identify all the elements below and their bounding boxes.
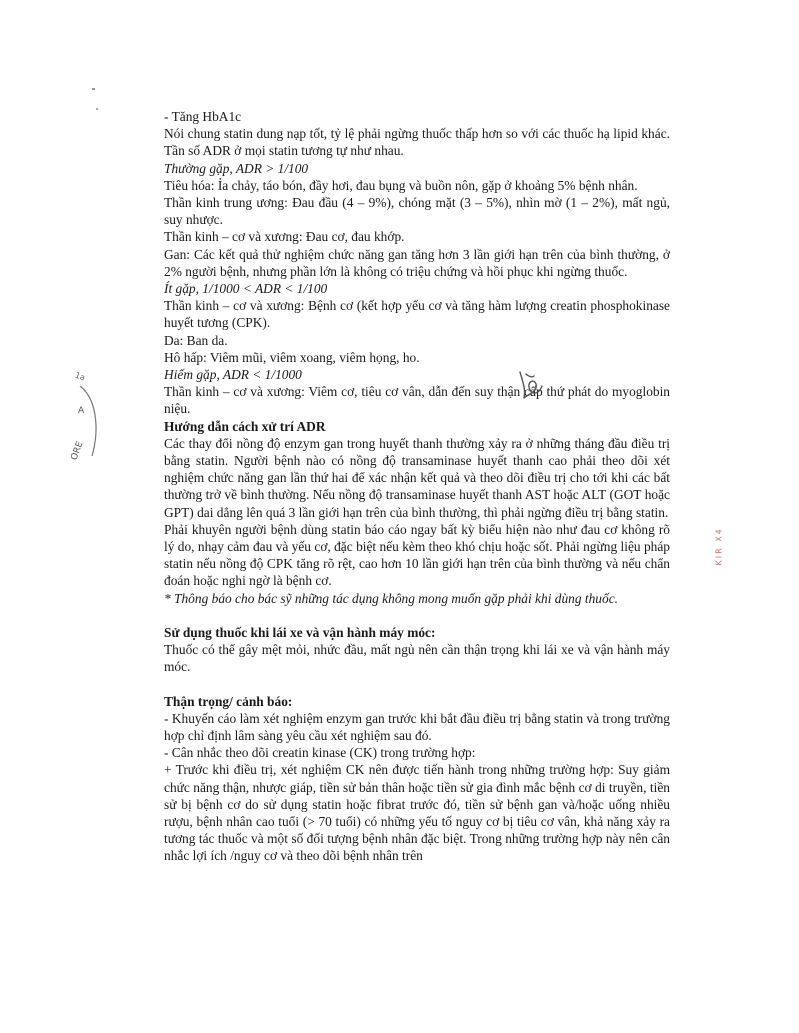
- enzyme-paragraph: Các thay đổi nồng độ enzym gan trong huyết thanh thường xảy ra ở những tháng đầu điều trị bằng statin. Người bệnh nào có nồng độ transaminase huyết thanh cao phải theo dõi xét nghiệm chức năng gan lần thứ hai để xác nhận kết quả và theo dõi điều trị cho tới khi các bất thường trở về bình thường. Nếu nồng độ transaminase huyết thanh AST hoặc ALT (GOT hoặc GPT) dai dẳng lên quá 3 lần giới hạn trên của bình thường, thì phải ngừng điều trị bằng statin.: [164, 435, 670, 520]
- rhabdomyolysis-paragraph: Thần kinh – cơ và xương: Viêm cơ, tiêu cơ vân, dẫn đến suy thận cấp thứ phát do myoglobin niệu.: [164, 384, 670, 417]
- scan-dot: [96, 108, 98, 110]
- advice-paragraph: Phải khuyên người bệnh dùng statin báo cáo ngay bất kỳ biểu hiện nào như đau cơ không rõ lý do, nhạy cảm đau và yếu cơ, đặc biệt nếu kèm theo khó chịu hoặc sốt. Phải ngừng liệu pháp statin nếu nồng độ CPK tăng rõ rệt, cao hơn 10 lần giới hạn trên của bình thường và nếu chẩn đoán hoặc nghi ngờ là bệnh cơ.: [164, 521, 670, 589]
- spacer: [164, 676, 670, 693]
- stamp-fragment-text: A: [78, 406, 85, 416]
- adr-management-heading: Hướng dẫn cách xử trí ADR: [164, 418, 326, 434]
- musculoskeletal-paragraph: Thần kinh – cơ và xương: Đau cơ, đau khớp.: [164, 229, 405, 245]
- rare-adr-heading: Hiếm gặp, ADR < 1/1000: [164, 367, 302, 383]
- spacer: [164, 607, 670, 624]
- driving-paragraph: Thuốc có thể gây mệt mỏi, nhức đầu, mất ngủ nên cần thận trọng khi lái xe và vận hành máy móc.: [164, 642, 670, 675]
- common-adr-heading: Thường gặp, ADR > 1/100: [164, 160, 309, 176]
- document-body: [164, 108, 670, 865]
- tolerance-paragraph: Nói chung statin dung nạp tốt, tỷ lệ phải ngừng thuốc thấp hơn so với các thuốc hạ lipid khác. Tần số ADR ở mọi statin tương tự như nhau.: [164, 126, 670, 159]
- ck-monitoring-paragraph: - Cân nhắc theo dõi creatin kinase (CK) trong trường hợp:: [164, 745, 476, 761]
- skin-paragraph: Da: Ban da.: [164, 332, 228, 348]
- precautions-heading: Thận trọng/ cảnh báo:: [164, 693, 293, 709]
- stamp-fragment-text: ORE: [69, 440, 86, 462]
- myopathy-paragraph: Thần kinh – cơ và xương: Bệnh cơ (kết hợp yếu cơ và tăng hàm lượng creatin phosphokinase huyết tương (CPK).: [164, 298, 670, 331]
- respiratory-paragraph: Hô hấp: Viêm mũi, viêm xoang, viêm họng, ho.: [164, 349, 420, 365]
- stamp-fragment-text: 1a: [73, 370, 87, 383]
- cns-paragraph: Thần kinh trung ương: Đau đầu (4 – 9%), chóng mặt (3 – 5%), nhìn mờ (1 – 2%), mất ngủ, suy nhược.: [164, 195, 670, 228]
- left-stamp-fragment: [66, 372, 106, 472]
- digestive-paragraph: Tiêu hóa: Ỉa chảy, táo bón, đầy hơi, đau bụng và buồn nôn, gặp ở khoảng 5% bệnh nhân.: [164, 177, 638, 193]
- report-note: * Thông báo cho bác sỹ những tác dụng không mong muốn gặp phải khi dùng thuốc.: [164, 590, 618, 606]
- liver-paragraph: Gan: Các kết quả thử nghiệm chức năng gan tăng hơn 3 lần giới hạn trên của bình thường, ở 2% người bệnh, nhưng phần lớn là không có triệu chứng và hồi phục khi ngừng thuốc.: [164, 246, 670, 279]
- bullet-hba1c: - Tăng HbA1c: [164, 109, 242, 124]
- handwritten-initial: [512, 368, 548, 402]
- right-stamp-fragment: [708, 452, 728, 572]
- stamp-fragment-text: KIR X4: [714, 527, 724, 566]
- before-treatment-paragraph: + Trước khi điều trị, xét nghiệm CK nên được tiến hành trong những trường hợp: Suy giảm chức năng thận, nhược giáp, tiền sử bản thân hoặc tiền sử gia đình mắc bệnh cơ di truyền, tiền sử bị bệnh cơ do sử dụng statin hoặc fibrat trước đó, tiền sử bệnh gan và/hoặc uống nhiều rượu, bệnh nhân cao tuổi (> 70 tuổi) có những yếu tố nguy cơ bị tiêu cơ vân, khả năng xảy ra tương tác thuốc và một số đối tượng bệnh nhân đặc biệt. Trong những trường hợp này nên cân nhắc lợi ích /nguy cơ và theo dõi bệnh nhân trên: [164, 762, 670, 864]
- driving-heading: Sử dụng thuốc khi lái xe và vận hành máy móc:: [164, 624, 436, 640]
- liver-test-paragraph: - Khuyến cáo làm xét nghiệm enzym gan trước khi bắt đầu điều trị bằng statin và trong trường hợp chỉ định lâm sàng yêu cầu xét nghiệm sau đó.: [164, 710, 670, 743]
- uncommon-adr-heading: Ít gặp, 1/1000 < ADR < 1/100: [164, 281, 328, 297]
- scan-dot: [92, 88, 95, 90]
